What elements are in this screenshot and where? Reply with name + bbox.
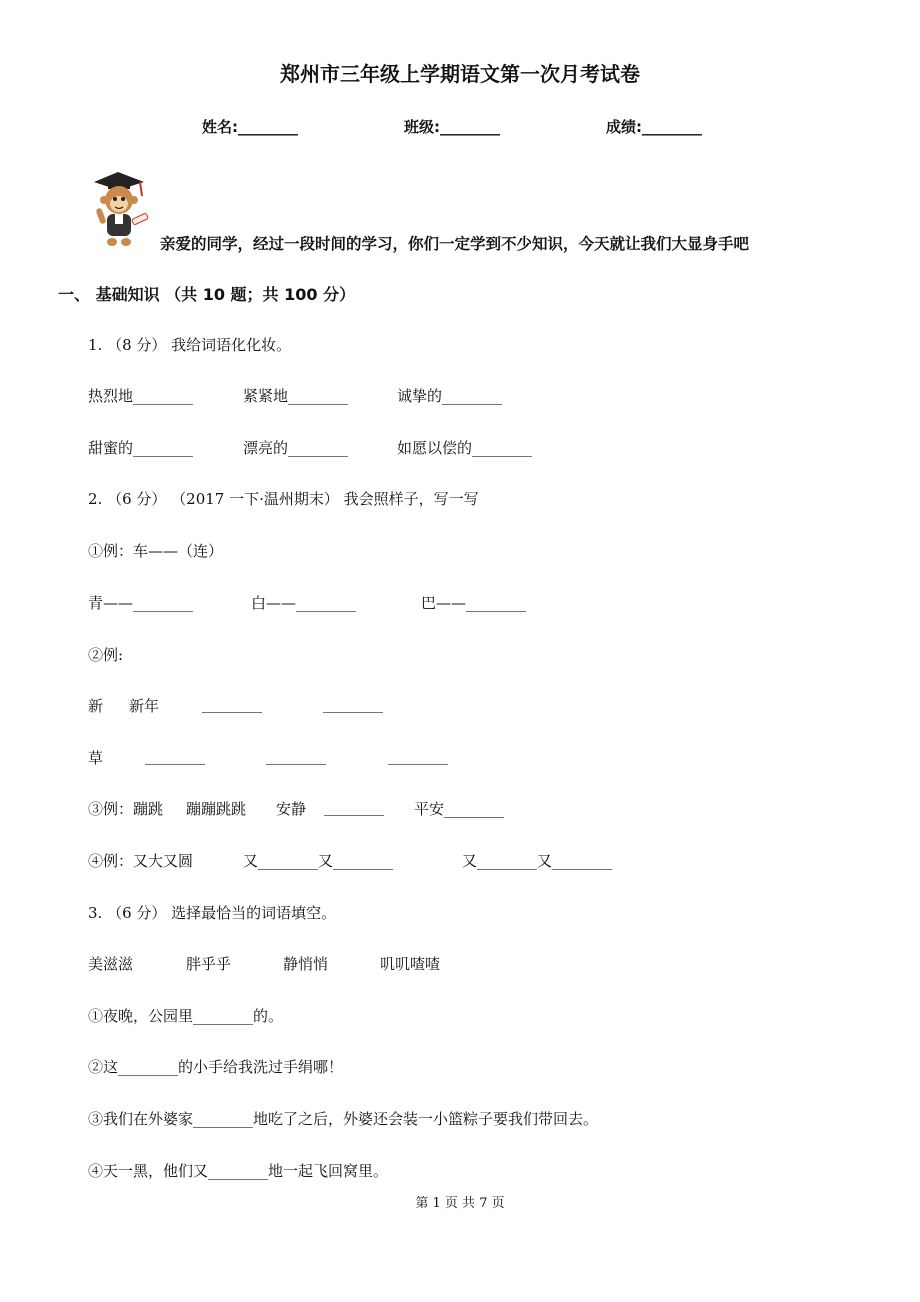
q2-blank: ________ [323,695,383,713]
q1-item: 热烈地________ [88,387,194,405]
q2-example-4: ④例：又大又圆 [88,852,194,870]
q2-example-3: ③例：蹦跳 [88,800,164,818]
q2-item: 新 [88,697,104,715]
score-field: 成绩:________ [606,118,702,136]
q2-item: 草 [88,749,104,767]
q1-item: 如愿以偿的________ [397,439,533,457]
intro-text: 亲爱的同学，经过一段时间的学习，你们一定学到不少知识，今天就让我们大显身手吧 [160,235,750,253]
q2-item: 平安________ [414,800,505,818]
q2-blank: ________ [266,747,326,765]
q2-heading: 2. （6 分） （2017 一下·温州期末） 我会照样子，写一写 [88,490,479,508]
section-heading: 一、 基础知识 （共 10 题；共 100 分） [58,285,356,304]
page-title: 郑州市三年级上学期语文第一次月考试卷 [280,62,640,86]
q1-heading: 1. （8 分） 我给词语化化妆。 [88,336,292,354]
q3-heading: 3. （6 分） 选择最恰当的词语填空。 [88,904,337,922]
q2-example-1: ①例：车——（连） [88,542,224,560]
q3-word-option: 叽叽喳喳 [380,955,441,973]
q1-item: 紧紧地________ [243,387,349,405]
q1-item: 漂亮的________ [243,439,349,457]
q2-item: 又________又________ [243,852,394,870]
q2-blank: ________ [324,798,384,816]
page-footer: 第 1 页 共 7 页 [415,1196,505,1211]
q2-item: 又________又________ [462,852,613,870]
q3-word-option: 静悄悄 [283,955,329,973]
q2-blank: ________ [202,695,262,713]
q3-sentence: ④天一黑，他们又________地一起飞回窝里。 [88,1162,389,1180]
q2-blank: ________ [145,747,205,765]
q2-item: 新年 [129,697,160,715]
q2-item: 安静 [276,800,307,818]
mascot-monkey-graduate-icon [88,168,154,250]
q3-sentence: ②这________的小手给我洗过手绢哪！ [88,1058,344,1076]
q2-item: 巴——________ [421,594,527,612]
class-field: 班级:________ [404,118,500,136]
q2-example-3-answer: 蹦蹦跳跳 [186,800,247,818]
name-field: 姓名:________ [202,118,298,136]
q3-word-option: 美滋滋 [88,955,134,973]
q3-sentence: ①夜晚，公园里________的。 [88,1007,284,1025]
q2-item: 白——________ [251,594,357,612]
q2-example-2: ②例: [88,646,124,664]
q2-item: 青——________ [88,594,194,612]
q3-sentence: ③我们在外婆家________地吃了之后，外婆还会装一小篮粽子要我们带回去。 [88,1110,599,1128]
q1-item: 诚挚的________ [397,387,503,405]
q1-item: 甜蜜的________ [88,439,194,457]
q3-word-option: 胖乎乎 [186,955,232,973]
q2-blank: ________ [388,747,448,765]
